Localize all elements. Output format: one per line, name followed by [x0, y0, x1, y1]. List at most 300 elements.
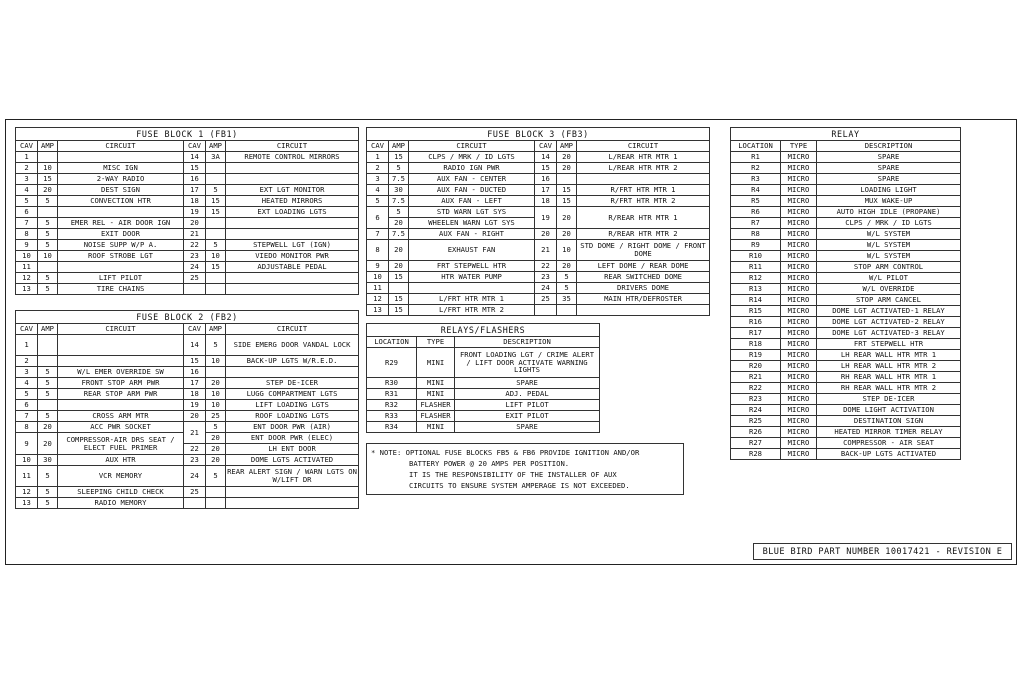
table-cell: 7.5 — [389, 196, 409, 207]
table-cell — [226, 174, 359, 185]
table-cell: 22 — [184, 240, 206, 251]
table-cell: MICRO — [781, 328, 817, 339]
table-cell: R34 — [367, 422, 417, 433]
table-cell: 8 — [16, 422, 38, 433]
table-row — [731, 284, 961, 295]
fuse-block-1 — [15, 127, 359, 295]
table-cell: SPARE — [455, 378, 600, 389]
table-cell: R/FRT HTR MTR 2 — [577, 196, 710, 207]
table-cell: 20 — [557, 152, 577, 163]
rf-header-row — [367, 337, 600, 348]
table-cell: STD DOME / RIGHT DOME / FRONT DOME — [577, 240, 710, 261]
table-cell: 10 — [206, 389, 226, 400]
table-cell: SLEEPING CHILD CHECK — [58, 487, 184, 498]
table-cell: RH REAR WALL HTR MTR 2 — [817, 383, 961, 394]
table-row — [367, 152, 710, 163]
table-cell: 4 — [16, 378, 38, 389]
table-cell: 17 — [184, 378, 206, 389]
table-cell: MICRO — [781, 229, 817, 240]
table-cell: STEP DE-ICER — [817, 394, 961, 405]
table-cell: 3A — [206, 152, 226, 163]
table-cell: 3 — [16, 174, 38, 185]
table-cell: RH REAR WALL HTR MTR 1 — [817, 372, 961, 383]
table-cell: 5 — [206, 335, 226, 356]
table-cell: MINI — [417, 422, 455, 433]
table-cell: MICRO — [781, 262, 817, 273]
optional-fuse-note — [366, 443, 684, 495]
table-cell: VCR MEMORY — [58, 466, 184, 487]
column-header: DESCRIPTION — [455, 337, 600, 348]
table-cell: R3 — [731, 174, 781, 185]
table-cell: SIDE EMERG DOOR VANDAL LOCK — [226, 335, 359, 356]
table-row — [16, 251, 359, 262]
table-cell: 20 — [557, 207, 577, 229]
table-cell: MICRO — [781, 163, 817, 174]
relay-block — [730, 127, 961, 460]
table-cell: FLASHER — [417, 411, 455, 422]
table-cell: HTR WATER PUMP — [409, 272, 535, 283]
table-cell: 15 — [206, 207, 226, 218]
table-cell: 22 — [535, 261, 557, 272]
table-cell: 15 — [557, 185, 577, 196]
table-cell: 17 — [184, 185, 206, 196]
table-cell: 5 — [38, 378, 58, 389]
table-cell: 5 — [16, 196, 38, 207]
table-cell: FRONT LOADING LGT / CRIME ALERT / LIFT DOOR ACTIVATE WARNING LIGHTS — [455, 348, 600, 378]
table-cell: RADIO IGN PWR — [409, 163, 535, 174]
table-cell: 12 — [16, 273, 38, 284]
table-row — [16, 262, 359, 273]
note-line-1: * NOTE: OPTIONAL FUSE BLOCKS FB5 & FB6 PROVIDE IGNITION AND/OR — [371, 448, 640, 457]
table-row — [731, 218, 961, 229]
table-row — [16, 152, 359, 163]
column-header: TYPE — [417, 337, 455, 348]
table-cell — [226, 218, 359, 229]
column-header: CIRCUIT — [409, 141, 535, 152]
table-cell: 9 — [367, 261, 389, 272]
column-header: CIRCUIT — [58, 141, 184, 152]
table-cell: R33 — [367, 411, 417, 422]
table-cell: R27 — [731, 438, 781, 449]
table-cell — [577, 174, 710, 185]
table-cell: 5 — [38, 367, 58, 378]
fb3-title: FUSE BLOCK 3 (FB3) — [367, 128, 710, 141]
table-cell: W/L EMER OVERRIDE SW — [58, 367, 184, 378]
rf-title: RELAYS/FLASHERS — [367, 324, 600, 337]
table-cell: R31 — [367, 389, 417, 400]
table-cell: 30 — [389, 185, 409, 196]
note-line-2: BATTERY POWER @ 20 AMPS PER POSITION. — [409, 459, 570, 468]
table-row — [16, 284, 359, 295]
table-cell: 22 — [184, 444, 206, 455]
table-cell: MICRO — [781, 218, 817, 229]
table-cell: 19 — [535, 207, 557, 229]
table-row — [367, 378, 600, 389]
table-cell: 5 — [38, 273, 58, 284]
table-cell: REAR ALERT SIGN / WARN LGTS ON W/LIFT DR — [226, 466, 359, 487]
table-cell — [226, 498, 359, 509]
table-cell: VIEDO MONITOR PWR — [226, 251, 359, 262]
table-cell: MICRO — [781, 394, 817, 405]
table-cell: DESTINATION SIGN — [817, 416, 961, 427]
table-row — [16, 174, 359, 185]
table-cell: FRT STEPWELL HTR — [817, 339, 961, 350]
table-cell: R21 — [731, 372, 781, 383]
table-cell: 35 — [557, 294, 577, 305]
table-cell: 15 — [184, 163, 206, 174]
table-cell: R5 — [731, 196, 781, 207]
table-cell: EXT LOADING LGTS — [226, 207, 359, 218]
table-cell: 7.5 — [389, 174, 409, 185]
fb2-header-row — [16, 324, 359, 335]
table-row — [367, 389, 600, 400]
table-cell: 20 — [389, 240, 409, 261]
table-cell: SPARE — [817, 152, 961, 163]
table-cell: R18 — [731, 339, 781, 350]
table-row — [16, 196, 359, 207]
table-cell: R/REAR HTR MTR 2 — [577, 229, 710, 240]
part-number-box — [753, 543, 1012, 560]
table-cell: 5 — [367, 196, 389, 207]
fb2-title-row — [16, 311, 359, 324]
table-cell — [38, 356, 58, 367]
table-cell: 7 — [16, 411, 38, 422]
table-row — [731, 163, 961, 174]
table-cell: R25 — [731, 416, 781, 427]
table-cell: 10 — [367, 272, 389, 283]
table-row — [16, 487, 359, 498]
table-cell: STEP DE-ICER — [226, 378, 359, 389]
table-cell: LUGG COMPARTMENT LGTS — [226, 389, 359, 400]
table-cell: 5 — [38, 229, 58, 240]
table-cell: MICRO — [781, 196, 817, 207]
table-cell: MICRO — [781, 361, 817, 372]
column-header: CAV — [367, 141, 389, 152]
table-cell: R14 — [731, 295, 781, 306]
table-cell: R20 — [731, 361, 781, 372]
column-header: DESCRIPTION — [817, 141, 961, 152]
table-cell: R19 — [731, 350, 781, 361]
table-cell: MICRO — [781, 185, 817, 196]
table-cell: 15 — [206, 262, 226, 273]
column-header: CIRCUIT — [226, 141, 359, 152]
table-cell: COMPRESSOR - AIR SEAT — [817, 438, 961, 449]
table-cell: 20 — [557, 163, 577, 174]
table-cell — [58, 152, 184, 163]
table-row — [731, 240, 961, 251]
table-cell: ENT DOOR PWR (ELEC) — [226, 433, 359, 444]
table-row — [731, 185, 961, 196]
table-row — [731, 262, 961, 273]
table-cell: 23 — [184, 251, 206, 262]
table-row — [16, 466, 359, 487]
fb2-title: FUSE BLOCK 2 (FB2) — [16, 311, 359, 324]
table-cell: 5 — [206, 466, 226, 487]
table-row — [367, 229, 710, 240]
table-cell: 23 — [535, 272, 557, 283]
table-cell: 14 — [184, 152, 206, 163]
table-cell: 1 — [16, 152, 38, 163]
table-cell: 17 — [535, 185, 557, 196]
table-row — [16, 400, 359, 411]
table-cell: R1 — [731, 152, 781, 163]
table-cell: 23 — [184, 455, 206, 466]
fb3-header-row — [367, 141, 710, 152]
table-row — [16, 207, 359, 218]
table-cell: 10 — [557, 240, 577, 261]
table-cell: 3 — [16, 367, 38, 378]
table-cell: 7.5 — [389, 229, 409, 240]
table-cell: 15 — [389, 305, 409, 316]
table-cell: 20 — [557, 229, 577, 240]
note-line-4: CIRCUITS TO ENSURE SYSTEM AMPERAGE IS NOT EXCEEDED. — [409, 481, 630, 490]
table-cell — [577, 305, 710, 316]
table-cell: MICRO — [781, 416, 817, 427]
table-cell: 2 — [16, 356, 38, 367]
table-cell: 20 — [38, 422, 58, 433]
table-cell: MICRO — [781, 383, 817, 394]
table-cell: NOISE SUPP W/P A. — [58, 240, 184, 251]
table-cell: R10 — [731, 251, 781, 262]
rf-title-row — [367, 324, 600, 337]
table-cell — [409, 283, 535, 294]
table-cell — [38, 262, 58, 273]
table-cell: SPARE — [455, 422, 600, 433]
table-cell: 5 — [38, 411, 58, 422]
table-row — [731, 273, 961, 284]
table-cell — [38, 400, 58, 411]
table-cell: EXHAUST FAN — [409, 240, 535, 261]
fb3-title-row — [367, 128, 710, 141]
table-cell: EMER REL - AIR DOOR IGN — [58, 218, 184, 229]
table-row — [731, 207, 961, 218]
table-cell: 15 — [389, 152, 409, 163]
table-row — [16, 378, 359, 389]
table-cell: 21 — [535, 240, 557, 261]
table-row — [16, 356, 359, 367]
table-cell: 20 — [389, 218, 409, 229]
table-cell: MICRO — [781, 438, 817, 449]
table-cell: 24 — [535, 283, 557, 294]
table-cell: 25 — [184, 273, 206, 284]
table-cell: 21 — [184, 229, 206, 240]
table-cell: R22 — [731, 383, 781, 394]
table-row — [731, 317, 961, 328]
table-cell: W/L SYSTEM — [817, 229, 961, 240]
table-cell: R/FRT HTR MTR 1 — [577, 185, 710, 196]
table-cell: TIRE CHAINS — [58, 284, 184, 295]
table-cell: 11 — [16, 262, 38, 273]
table-cell: MICRO — [781, 427, 817, 438]
fuse-block-3-table — [366, 127, 710, 316]
table-cell: REMOTE CONTROL MIRRORS — [226, 152, 359, 163]
table-cell: DOME LGT ACTIVATED-3 RELAY — [817, 328, 961, 339]
table-row — [731, 383, 961, 394]
table-row — [731, 251, 961, 262]
table-cell: R11 — [731, 262, 781, 273]
table-cell: SPARE — [817, 174, 961, 185]
table-row — [731, 416, 961, 427]
table-cell: 24 — [184, 466, 206, 487]
column-header: CAV — [184, 141, 206, 152]
table-cell: 15 — [557, 196, 577, 207]
table-cell: AUX FAN - DUCTED — [409, 185, 535, 196]
table-row — [367, 261, 710, 272]
table-cell: 5 — [38, 196, 58, 207]
table-cell — [38, 152, 58, 163]
table-cell: 1 — [367, 152, 389, 163]
table-cell — [58, 262, 184, 273]
table-cell: 25 — [535, 294, 557, 305]
table-cell — [226, 273, 359, 284]
column-header: AMP — [206, 141, 226, 152]
table-row — [367, 294, 710, 305]
table-cell: LH REAR WALL HTR MTR 1 — [817, 350, 961, 361]
table-cell: 12 — [367, 294, 389, 305]
table-cell: MINI — [417, 378, 455, 389]
fuse-block-2 — [15, 310, 359, 509]
table-cell: R30 — [367, 378, 417, 389]
table-cell: 10 — [206, 251, 226, 262]
table-cell: 10 — [38, 163, 58, 174]
table-cell — [535, 305, 557, 316]
table-cell: 20 — [535, 229, 557, 240]
fb1-header-row — [16, 141, 359, 152]
table-row — [731, 229, 961, 240]
table-cell: L/FRT HTR MTR 2 — [409, 305, 535, 316]
table-cell: 14 — [535, 152, 557, 163]
table-row — [367, 240, 710, 261]
table-cell: 25 — [206, 411, 226, 422]
table-cell: R13 — [731, 284, 781, 295]
table-cell: ROOF STROBE LGT — [58, 251, 184, 262]
table-cell: SPARE — [817, 163, 961, 174]
table-row — [16, 163, 359, 174]
column-header: AMP — [557, 141, 577, 152]
table-cell — [206, 273, 226, 284]
table-cell: R7 — [731, 218, 781, 229]
column-header: CAV — [16, 141, 38, 152]
table-cell: MICRO — [781, 350, 817, 361]
fuse-block-3 — [366, 127, 710, 316]
table-cell: W/L OVERRIDE — [817, 284, 961, 295]
table-row — [731, 405, 961, 416]
table-row — [367, 305, 710, 316]
table-row — [731, 339, 961, 350]
table-row — [731, 152, 961, 163]
table-cell: DEST SIGN — [58, 185, 184, 196]
table-cell: FRT STEPWELL HTR — [409, 261, 535, 272]
table-cell — [58, 400, 184, 411]
table-row — [367, 348, 600, 378]
table-cell: LOADING LIGHT — [817, 185, 961, 196]
table-cell: 16 — [535, 174, 557, 185]
table-cell: ENT DOOR PWR (AIR) — [226, 422, 359, 433]
column-header: AMP — [389, 141, 409, 152]
table-cell: 13 — [16, 284, 38, 295]
table-cell: R17 — [731, 328, 781, 339]
table-cell: 20 — [38, 433, 58, 455]
table-cell: 10 — [206, 356, 226, 367]
table-cell: 16 — [184, 367, 206, 378]
table-row — [367, 272, 710, 283]
table-row — [731, 328, 961, 339]
table-row — [731, 196, 961, 207]
table-cell — [226, 163, 359, 174]
relay-title: RELAY — [731, 128, 961, 141]
table-cell: 20 — [206, 433, 226, 444]
table-cell — [206, 174, 226, 185]
table-cell: 24 — [184, 262, 206, 273]
table-cell: R15 — [731, 306, 781, 317]
table-cell: 20 — [206, 455, 226, 466]
table-cell: 2 — [16, 163, 38, 174]
table-cell: 14 — [184, 335, 206, 356]
relays-flashers-table — [366, 323, 600, 433]
table-cell: HEATED MIRROR TIMER RELAY — [817, 427, 961, 438]
table-cell: 2 — [367, 163, 389, 174]
table-row — [367, 411, 600, 422]
table-row — [16, 422, 359, 433]
table-cell: 5 — [38, 240, 58, 251]
table-cell: LH REAR WALL HTR MTR 2 — [817, 361, 961, 372]
table-cell: MICRO — [781, 284, 817, 295]
table-cell: AUTO HIGH IDLE (PROPANE) — [817, 207, 961, 218]
table-row — [16, 273, 359, 284]
table-cell: 30 — [38, 455, 58, 466]
table-cell: R29 — [367, 348, 417, 378]
table-cell: MICRO — [781, 207, 817, 218]
table-row — [16, 498, 359, 509]
table-row — [367, 196, 710, 207]
table-cell: STD WARN LGT SYS — [409, 207, 535, 218]
table-cell: 16 — [184, 174, 206, 185]
table-cell: R6 — [731, 207, 781, 218]
table-cell: MISC IGN — [58, 163, 184, 174]
table-cell: 20 — [206, 378, 226, 389]
table-cell: 9 — [16, 240, 38, 251]
relays-flashers — [366, 323, 600, 433]
column-header: CAV — [184, 324, 206, 335]
table-cell — [226, 284, 359, 295]
table-cell: FRONT STOP ARM PWR — [58, 378, 184, 389]
table-cell: 18 — [535, 196, 557, 207]
table-cell — [206, 284, 226, 295]
table-row — [16, 389, 359, 400]
table-cell: 4 — [16, 185, 38, 196]
table-cell — [58, 207, 184, 218]
table-row — [16, 367, 359, 378]
table-cell: 5 — [38, 284, 58, 295]
table-row — [731, 438, 961, 449]
table-cell: 12 — [16, 487, 38, 498]
table-cell: LEFT DOME / REAR DOME — [577, 261, 710, 272]
table-cell: 18 — [184, 196, 206, 207]
table-cell: 5 — [206, 185, 226, 196]
table-cell: 20 — [38, 185, 58, 196]
table-cell: 15 — [206, 196, 226, 207]
relay-title-row — [731, 128, 961, 141]
column-header: AMP — [38, 141, 58, 152]
table-cell: R23 — [731, 394, 781, 405]
table-cell: L/REAR HTR MTR 2 — [577, 163, 710, 174]
table-cell — [206, 218, 226, 229]
table-cell: R16 — [731, 317, 781, 328]
table-cell: 10 — [16, 251, 38, 262]
table-cell: STOP ARM CANCEL — [817, 295, 961, 306]
column-header: CAV — [16, 324, 38, 335]
table-cell: MICRO — [781, 251, 817, 262]
